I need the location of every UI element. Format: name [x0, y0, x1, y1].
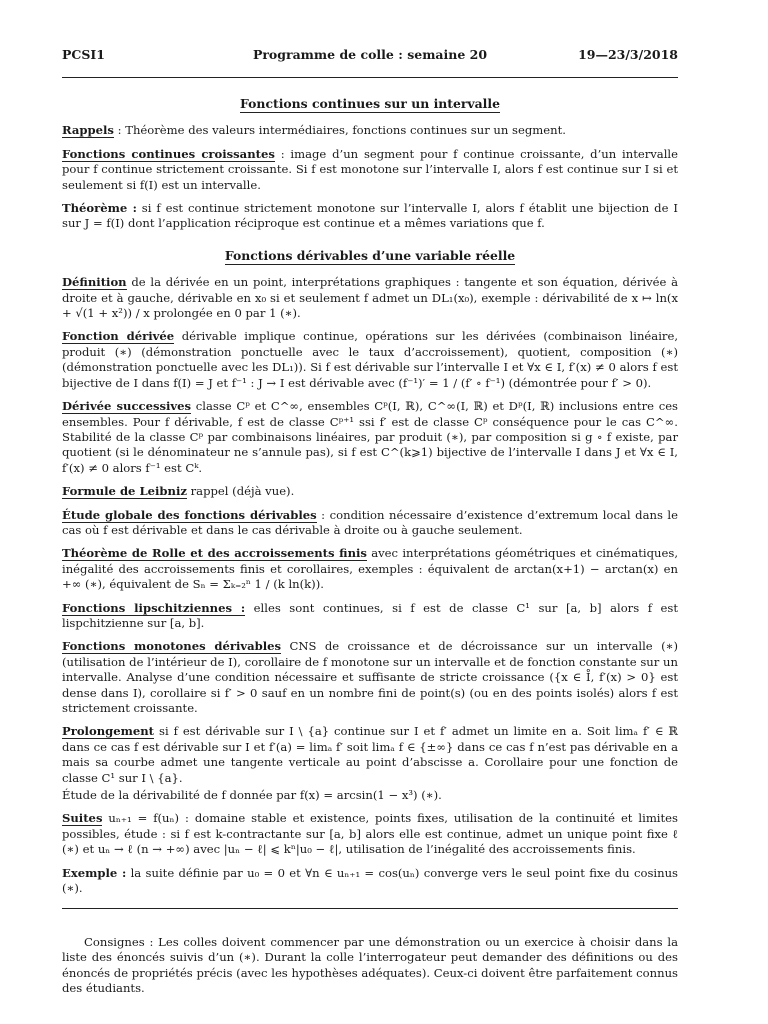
term-leibniz: Formule de Leibniz: [62, 484, 187, 499]
section-title-continues: Fonctions continues sur un intervalle: [240, 96, 500, 111]
header-dates: 19—23/3/2018: [578, 47, 678, 62]
term-continues-croissantes: Fonctions continues croissantes: [62, 146, 275, 161]
header-title: Programme de colle : semaine 20: [252, 47, 488, 62]
section-title-derivables: Fonctions dérivables d’une variable réelle: [224, 247, 516, 263]
paragraph-monotones: Fonctions monotones dérivables CNS de croissance et de décroissance sur un intervalle (∗) (utilisation de l’intérieur de I), corollaire de f monotone sur un intervalle et de fonction constante sur un intervalle. Analyse d’une condition nécessaire et suffisante de stricte croissance ({x ∈ I̊, f′(x) > 0} est dense dans I), corollaire si f′ > 0 sauf en un nombre fini de point(s) (ou en des points isolés) alors f est strictement croissante.: [62, 639, 678, 715]
paragraph-derivees-successives: Dérivée successives classe Cᵖ et C^∞, ensembles Cᵖ(I, ℝ), C^∞(I, ℝ) et Dᵖ(I, ℝ) inclusions entre ces ensembles. Pour f dérivable, f est de classe Cᵖ⁺¹ ssi f′ est de classe Cᵖ conséquence pour le cas C^∞. Stabilité de la classe Cᵖ par combinaisons linéaires, par produit (∗), par composition si g ∘ f existe, par quotient (si le dénominateur ne s’annule pas), si f est C^(k⩾1) bijective de l’intervalle I dans J et ∀x ∈ I, f′(x) ≠ 0 alors f⁻¹ est Cᵏ.: [62, 399, 679, 475]
term-definition: Définition: [62, 275, 127, 290]
footer-rule: [62, 908, 678, 909]
consignes: Consignes : Les colles doivent commencer par une démonstration ou un exercice à choisir dans la liste des énoncés suivis d’un (∗). Durant la colle l’interrogateur peut demander des définitions ou des énoncés de propriétés précis (avec les hypothèses adéquates). Ceux-ci doivent être parfaitement connus des étudiants.: [62, 935, 678, 996]
paragraph-prolongement: Prolongement si f est dérivable sur I \ {a} continue sur I et f′ admet un limite en a. Soit limₐ f′ ∈ ℝ dans ce cas f est dérivable sur I et f′(a) = limₐ f′ soit limₐ f ∈ {±∞} dans ce cas f n’est pas dérivable en a mais sa courbe admet une tangente verticale au point d’abscisse a. Corollaire pour une fonction de classe C¹ sur I \ {a}.: [62, 724, 678, 785]
page-header: [62, 47, 678, 65]
term-etude-globale: Étude globale des fonctions dérivables: [62, 507, 317, 522]
paragraph-suites: Suites uₙ₊₁ = f(uₙ) : domaine stable et existence, points fixes, utilisation de la continuité et limites possibles, étude : si f est k-contractante sur [a, b] alors elle est continue, admet un unique point fixe ℓ (∗) et uₙ → ℓ (n → +∞) avec |uₙ − ℓ| ⩽ kⁿ|u₀ − ℓ|, utilisation de l’inégalité des accroissements finis.: [62, 811, 678, 857]
paragraph-exemple: Exemple : la suite définie par u₀ = 0 et ∀n ∈ uₙ₊₁ = cos(uₙ) converge vers le seul point fixe du cosinus (∗).: [62, 865, 678, 896]
term-fonction-derivee: Fonction dérivée: [62, 329, 175, 344]
paragraph-arcsin: Étude de la dérivabilité de f donnée par f(x) = arcsin(1 − x³) (∗).: [62, 788, 442, 803]
document-body: [62, 96, 678, 904]
paragraph-fonction-derivee: Fonction dérivée dérivable implique continue, opérations sur les dérivées (combinaison linéaire, produit (∗) (démonstration ponctuelle avec le taux d’accroissement), quotient, composition (∗) (démonstration ponctuelle avec les DL₁)). Si f est dérivable sur l’intervalle I et ∀x ∈ I, f′(x) ≠ 0 alors f est bijective de I dans f(I) = J et f⁻¹ : J → I est dérivable avec (f⁻¹)′ = 1 / (f′ ∘ f⁻¹) (démontrée pour f′ > 0).: [62, 329, 678, 390]
paragraph-definition: Définition de la dérivée en un point, interprétations graphiques : tangente et son équation, dérivée à droite et à gauche, dérivable en x₀ si et seulement f admet un DL₁(x₀), exemple : dérivabilité de x ↦ ln(x + √(1 + x²)) / x prolongée en 0 par 1 (∗).: [62, 275, 678, 321]
term-exemple: Exemple :: [62, 865, 127, 880]
term-rolle: Théorème de Rolle et des accroissements finis: [62, 546, 367, 561]
term-suites: Suites: [62, 811, 103, 826]
paragraph-leibniz: Formule de Leibniz rappel (déjà vue).: [62, 484, 295, 499]
paragraph-rappels: Rappels : Théorème des valeurs intermédiaires, fonctions continues sur un segment.: [62, 123, 566, 138]
header-rule: [62, 77, 678, 78]
paragraph-theoreme-bijection: Théorème : si f est continue strictement monotone sur l’intervalle I, alors f établit une bijection de I sur J = f(I) dont l’application réciproque est continue et a mêmes variations que f.: [62, 201, 678, 231]
term-prolongement: Prolongement: [62, 724, 155, 739]
paragraph-rolle: Théorème de Rolle et des accroissements finis avec interprétations géométriques et cinématiques, inégalité des accroissements finis et corollaires, exemples : équivalent de arctan(x+1) − arctan(x) en +∞ (∗), équivalent de Sₙ = Σₖ₌₂ⁿ 1 / (k ln(k)).: [62, 546, 678, 592]
paragraph-etude-globale: Étude globale des fonctions dérivables : condition nécessaire d’existence d’extremum local dans le cas où f est dérivable et dans le cas dérivable à droite ou à gauche seulement.: [62, 507, 679, 537]
term-monotones: Fonctions monotones dérivables: [62, 639, 282, 654]
term-rappels: Rappels: [62, 123, 114, 138]
term-theoreme: Théorème :: [62, 201, 137, 216]
term-derivees-successives: Dérivée successives: [62, 399, 192, 414]
paragraph-continues-croissantes: Fonctions continues croissantes : image d’un segment pour f continue croissante, d’un intervalle pour f continue strictement croissante. Si f est monotone sur l’intervalle I, alors f est continue sur I si et seulement si f(I) est un intervalle.: [62, 146, 678, 192]
paragraph-lipschitz: Fonctions lipschitziennes : elles sont continues, si f est de classe C¹ sur [a, b] alors f est lispchitzienne sur [a, b].: [62, 600, 678, 630]
header-class: PCSI1: [62, 47, 105, 62]
term-lipschitz: Fonctions lipschitziennes :: [62, 600, 246, 615]
